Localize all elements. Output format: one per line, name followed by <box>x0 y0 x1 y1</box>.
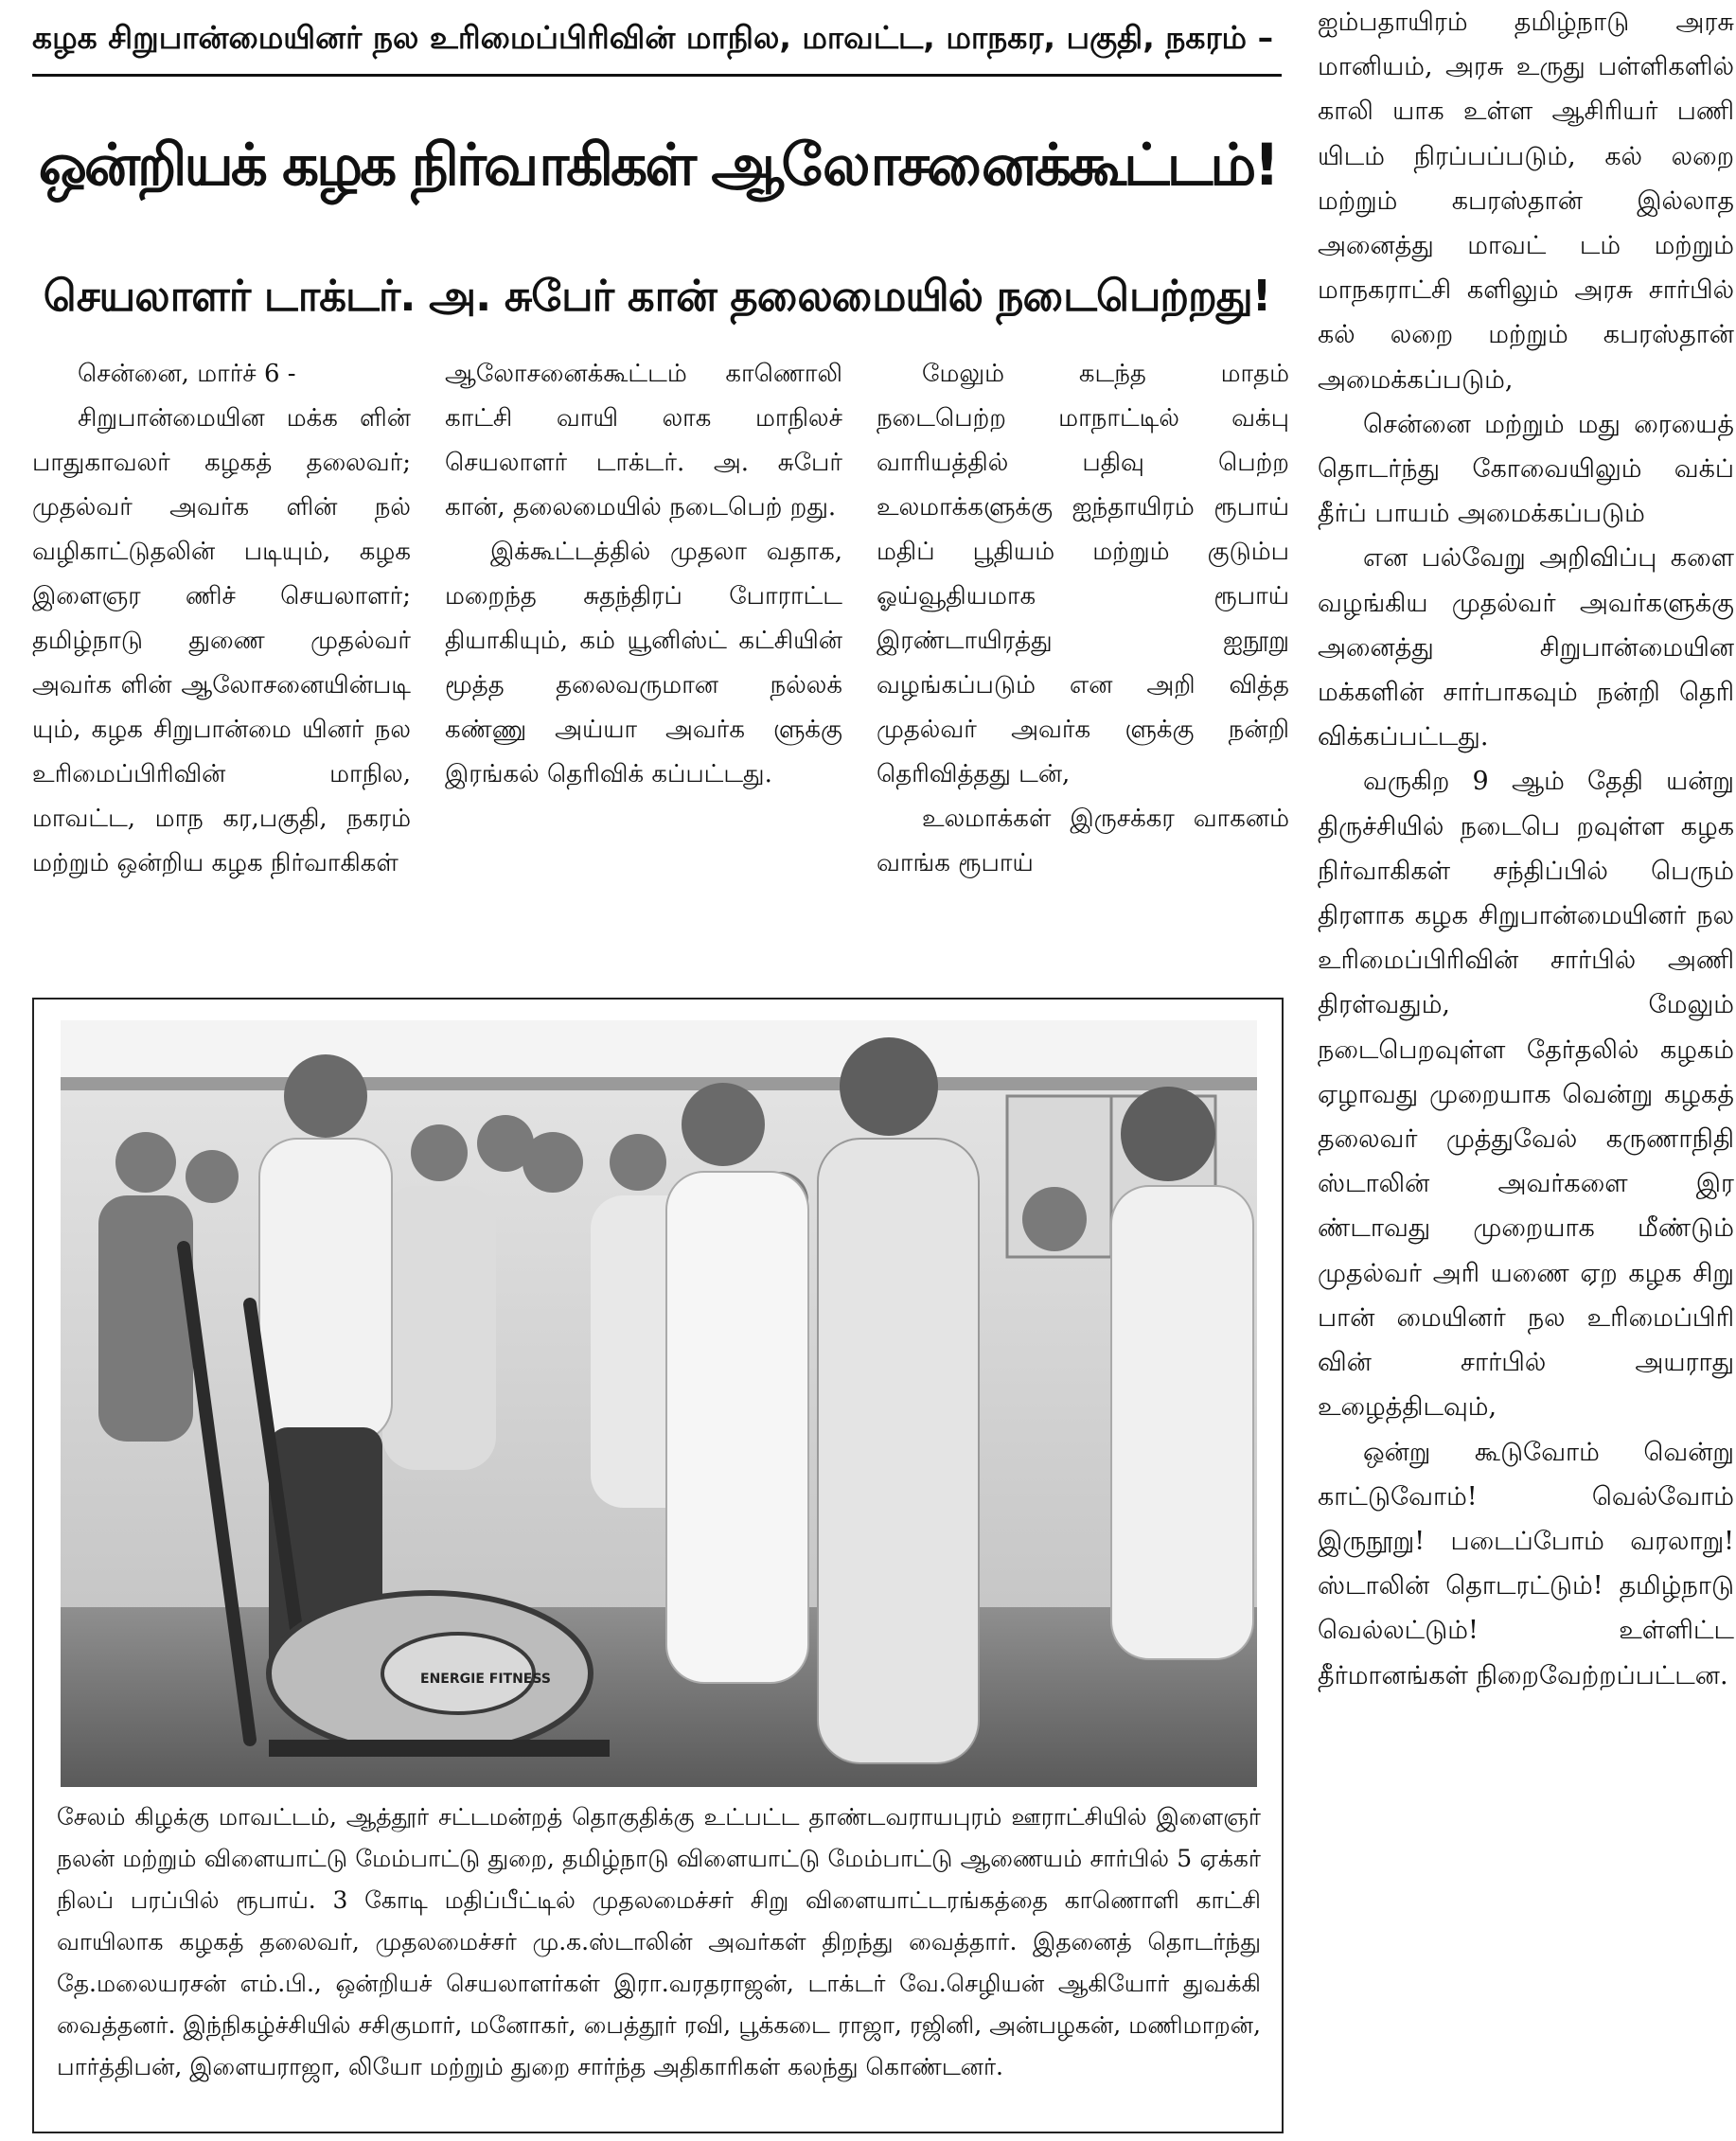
event-photo <box>61 1020 1257 1787</box>
kicker-line: கழக சிறுபான்மையினர் நல உரிமைப்பிரிவின் மாநில, மாவட்ட, மாநகர, பகுதி, நகரம் – <box>32 19 1274 56</box>
paragraph: ஐம்பதாயிரம் தமிழ்நாடு அரசு மானியம், அரசு உருது பள்ளிகளில் காலி யாக உள்ள ஆசிரியர் பணி யிடம் நிரப்பப்படும், கல் லறை மற்றும் கபரஸ்தான் இல்லாத அனைத்து மாவட் டம் மற்றும் மாநகராட்சி களிலும் அரசு சார்பில் கல் லறை மற்றும் கபரஸ்தான் அமைக்கப்படும், <box>1318 8 1734 395</box>
paragraph: ஆலோசனைக்கூட்டம் காணொலி காட்சி வாயி லாக மாநிலச் செயலாளர் டாக்டர். அ. சுபேர் கான், தலைமையில் நடைபெற் றது. <box>445 360 842 522</box>
article-column-4 <box>1318 0 1734 2141</box>
paragraph: மேலும் கடந்த மாதம் நடைபெற்ற மாநாட்டில் வக்பு வாரியத்தில் பதிவு பெற்ற உலமாக்களுக்கு ஐந்தாயிரம் ரூபாய் மதிப் பூதியம் மற்றும் குடும்ப ஓய்வூதியமாக ரூபாய் இரண்டாயிரத்து ஐநூறு வழங்கப்படும் என அறி வித்த முதல்வர் அவர்க ளுக்கு நன்றி தெரிவித்தது டன், <box>877 360 1289 788</box>
article-column-3 <box>877 352 1289 967</box>
paragraph: உலமாக்கள் இருசக்கர வாகனம் வாங்க ரூபாய் <box>877 805 1289 877</box>
paragraph: ஒன்று கூடுவோம் வென்று காட்டுவோம்! வெல்வோம் இருநூறு! படைப்போம் வரலாறு! ஸ்டாலின் தொடரட்டும்! தமிழ்நாடு வெல்லட்டும்! உள்ளிட்ட தீர்மானங்கள் நிறைவேற்றப்பட்டன. <box>1318 1437 1734 1690</box>
photo-box <box>32 998 1284 2133</box>
subheadline: செயலாளர் டாக்டர். அ. சுபேர் கான் தலைமையில் நடைபெற்றது! <box>43 271 1271 321</box>
paragraph: சென்னை மற்றும் மது ரையைத் தொடர்ந்து கோவையிலும் வக்ப் தீர்ப் பாயம் அமைக்கப்படும் <box>1318 409 1734 529</box>
bike-brand-label: ENERGIE FITNESS <box>420 1672 551 1687</box>
dateline: சென்னை, மார்ச் 6 - <box>78 360 296 388</box>
photo-illustration <box>61 1020 1257 1787</box>
headline: ஒன்றியக் கழக நிர்வாகிகள் ஆலோசனைக்கூட்டம்! <box>38 132 1278 199</box>
paragraph: சிறுபான்மையின மக்க ளின் பாதுகாவலர் கழகத் தலைவர்; முதல்வர் அவர்க ளின் நல் வழிகாட்டுதலின் படியும், கழக இளைஞர ணிச் செயலாளர்; தமிழ்நாடு துணை முதல்வர் அவர்க ளின் ஆலோசனையின்படி யும், கழக சிறுபான்மை யினர் நல உரிமைப்பிரிவின் மாநில, மாவட்ட, மாந கர,பகுதி, நகரம் மற்றும் ஒன்றிய கழக நிர்வாகிகள் <box>32 404 411 877</box>
divider-rule <box>32 74 1282 77</box>
photo-caption: சேலம் கிழக்கு மாவட்டம், ஆத்தூர் சட்டமன்றத் தொகுதிக்கு உட்பட்ட தாண்டவராயபுரம் ஊராட்சியில் இளைஞர் நலன் மற்றும் விளையாட்டு மேம்பாட்டு துறை, தமிழ்நாடு விளையாட்டு மேம்பாட்டு ஆணையம் சார்பில் 5 ஏக்கர் நிலப் பரப்பில் ரூபாய். 3 கோடி மதிப்பீட்டில் முதலமைச்சர் சிறு விளையாட்டரங்கத்தை காணொளி காட்சி வாயிலாக கழகத் தலைவர், முதலமைச்சர் மு.க.ஸ்டாலின் அவர்கள் திறந்து வைத்தார். இதனைத் தொடர்ந்து தே.மலையரசன் எம்.பி., ஒன்றியச் செயலாளர்கள் இரா.வரதராஜன், டாக்டர் வே.செழியன் ஆகியோர் துவக்கி வைத்தனர். இந்நிகழ்ச்சியில் சசிகுமார், மனோகர், பைத்தூர் ரவி, பூக்கடை ராஜா, ரஜினி, அன்பழகன், மணிமாறன், பார்த்திபன், இளையராஜா, லியோ மற்றும் துறை சார்ந்த அதிகாரிகள் கலந்து கொண்டனர். <box>57 1803 1261 2080</box>
article-column-2 <box>445 352 842 967</box>
paragraph: என பல்வேறு அறிவிப்பு களை வழங்கிய முதல்வர் அவர்களுக்கு அனைத்து சிறுபான்மையின மக்களின் சார்பாகவும் நன்றி தெரி விக்கப்பட்டது. <box>1318 543 1734 752</box>
paragraph: இக்கூட்டத்தில் முதலா வதாக, மறைந்த சுதந்திரப் போராட்ட தியாகியும், கம் யூனிஸ்ட் கட்சியின் மூத்த தலைவருமான நல்லக் கண்ணு அய்யா அவர்க ளுக்கு இரங்கல் தெரிவிக் கப்பட்டது. <box>445 538 842 788</box>
paragraph: வருகிற 9 ஆம் தேதி யன்று திருச்சியில் நடைபெ றவுள்ள கழக நிர்வாகிகள் சந்திப்பில் பெரும் திரளாக கழக சிறுபான்மையினர் நல உரிமைப்பிரிவின் சார்பில் அணி திரள்வதும், மேலும் நடைபெறவுள்ள தேர்தலில் கழகம் ஏழாவது முறையாக வென்று கழகத் தலைவர் முத்துவேல் கருணாநிதி ஸ்டாலின் அவர்களை இர ண்டாவது முறையாக மீண்டும் முதல்வர் அரி யணை ஏற கழக சிறு பான் மையினர் நல உரிமைப்பிரி வின் சார்பில் அயராது உழைத்திடவும், <box>1318 767 1734 1423</box>
article-column-1 <box>32 352 411 967</box>
